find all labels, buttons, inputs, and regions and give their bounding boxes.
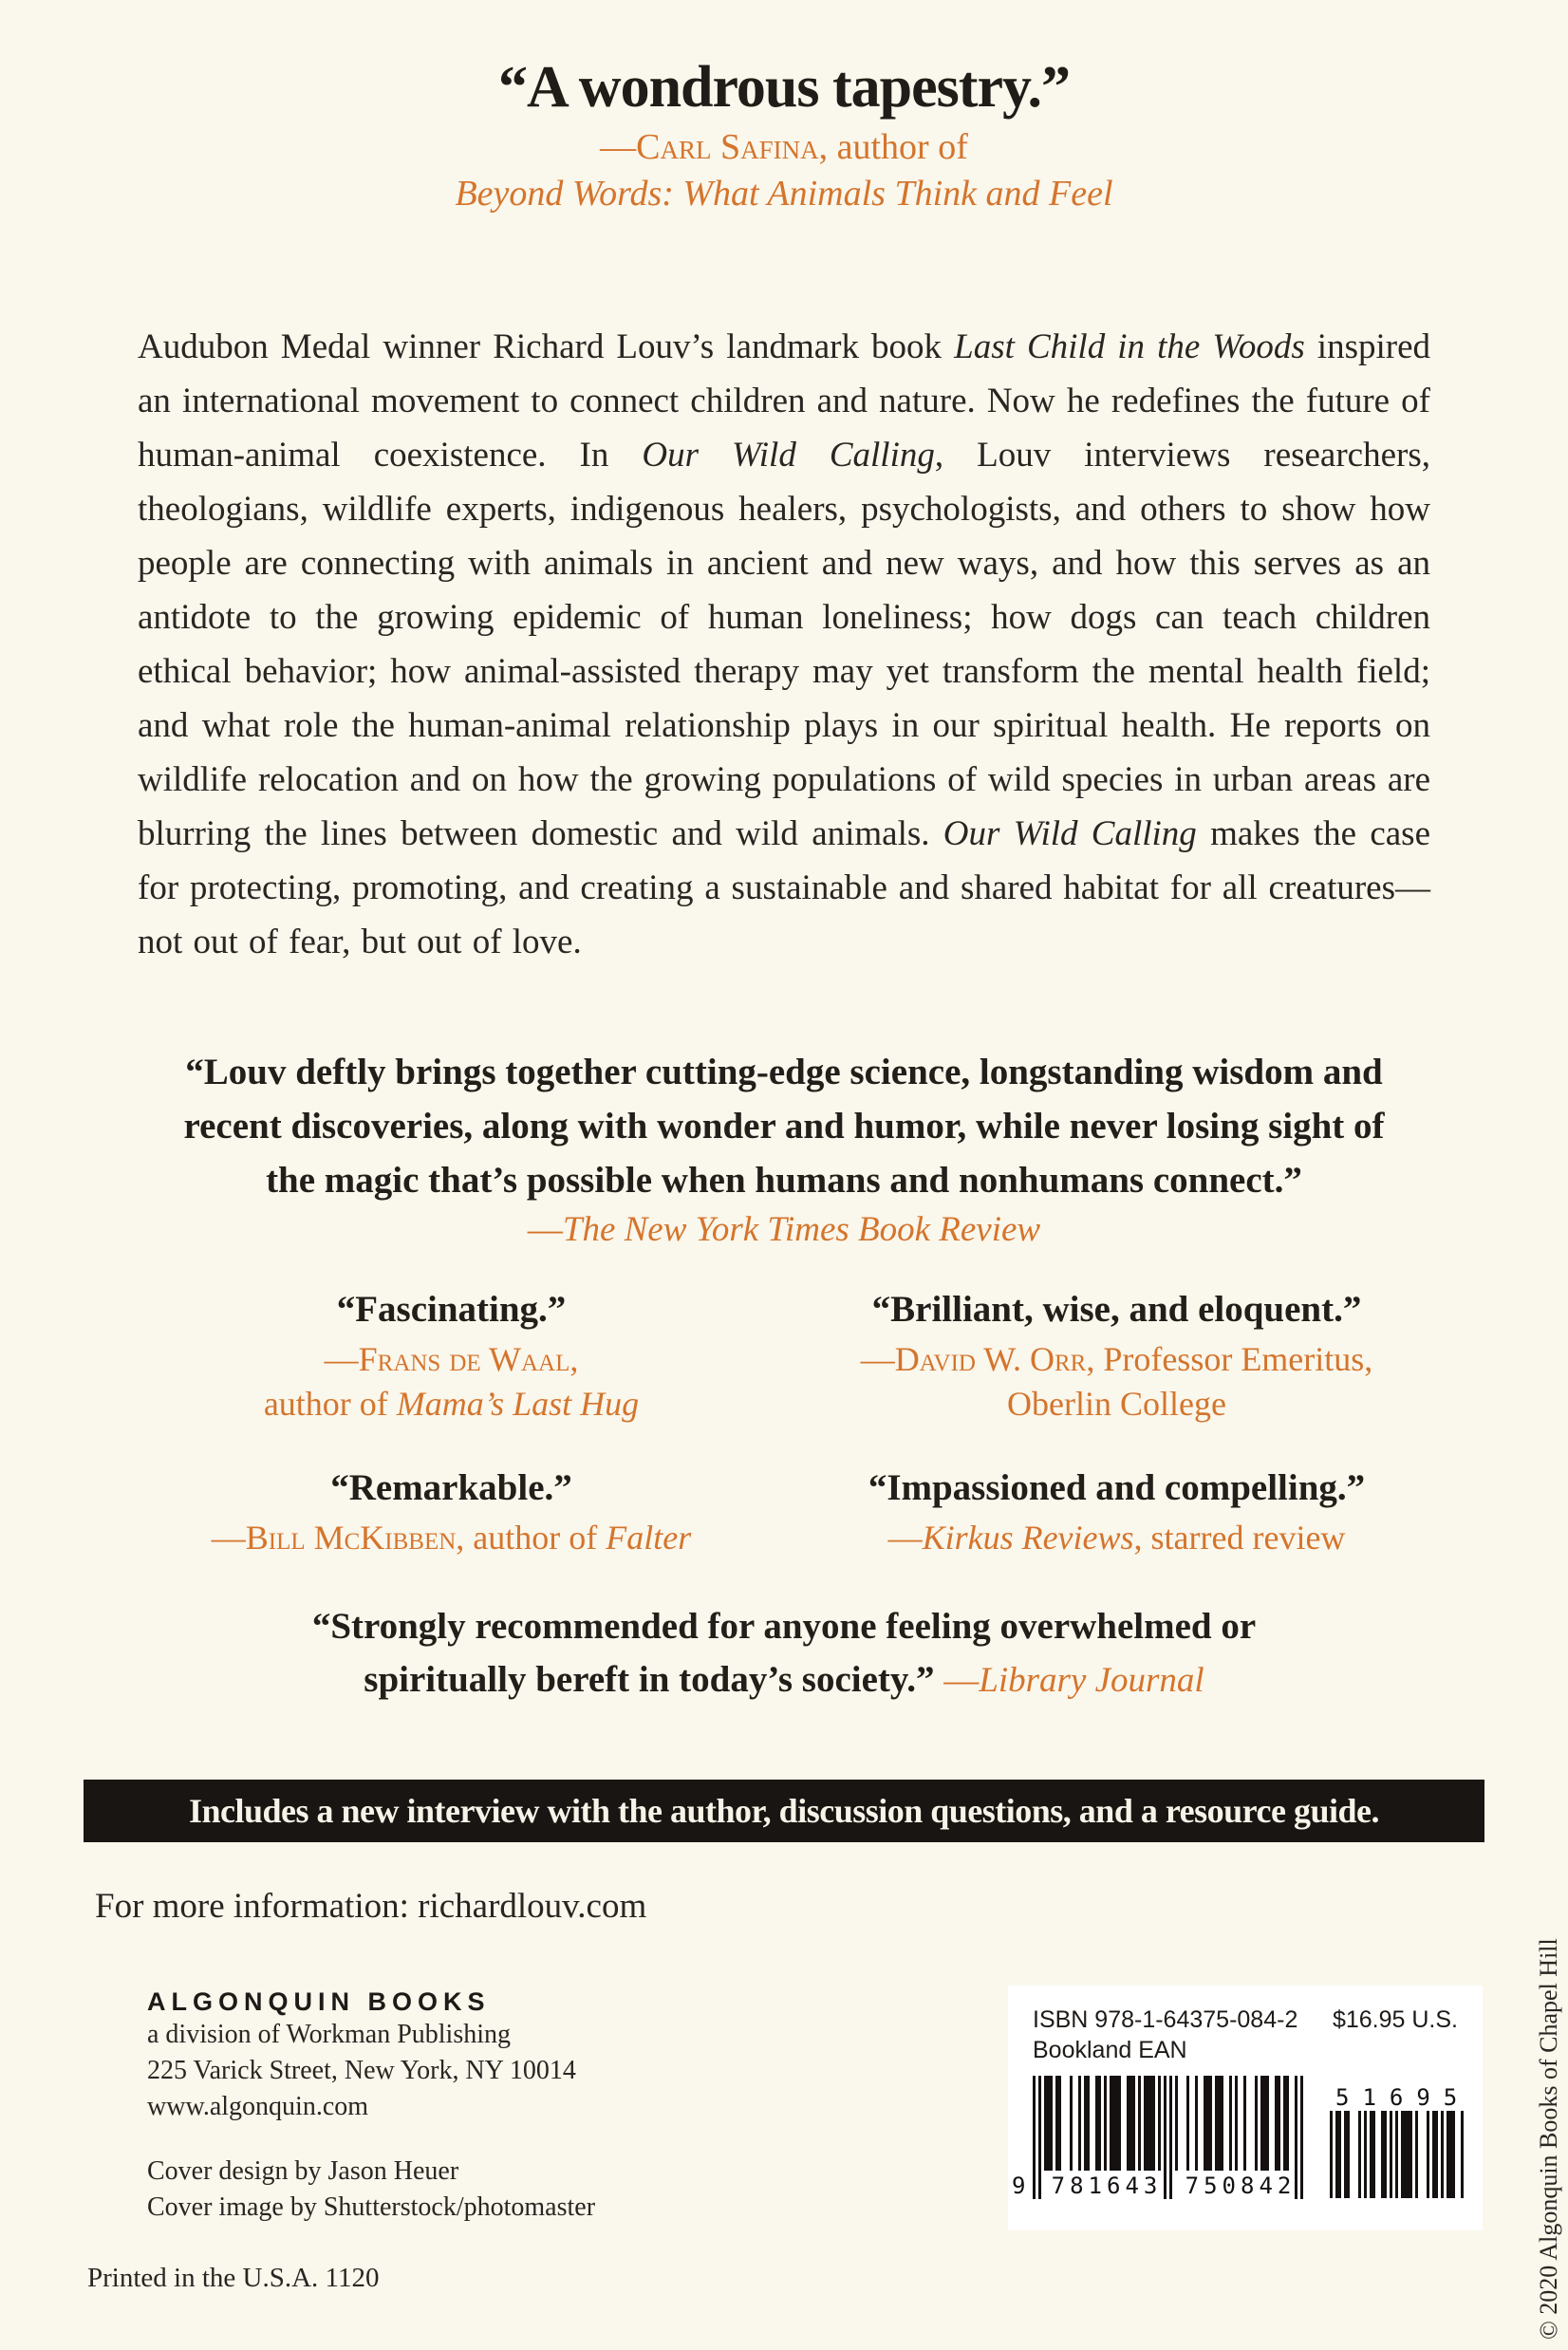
- barcode-digits-right: 750842: [1185, 2173, 1297, 2199]
- cover-design-credit: Cover design by Jason Heuer: [147, 2155, 459, 2186]
- review-quote: “Brilliant, wise, and eloquent.”: [871, 1288, 1362, 1330]
- reviewer-name-david-w-orr: David W. Orr: [894, 1339, 1087, 1378]
- publisher-website: www.algonquin.com: [147, 2091, 369, 2121]
- description-text: , Louv interviews researchers, theologians, wildlife experts, indigenous healers, psychologists, and others to show how people are connecting with animals in ancient and new ways, and how this serves as an antidote to the growing epidemic of human loneliness; how dogs can teach children ethical behavior; how animal-assisted therapy may yet transform the mental health field; and what role the human-animal relationship plays in our spiritual health. He reports on wildlife relocation and on how the growing populations of wild species in urban areas are blurring the lines between domestic and wild animals.: [138, 435, 1430, 853]
- attribution-dash: —: [887, 1518, 923, 1557]
- description-text: inspired an international movement to connect children and nature. Now he redefines the future of human-animal coexistence. In: [138, 326, 1430, 475]
- barcode-area: [1012, 2076, 1471, 2203]
- barcode-digit-prefix: 9: [1012, 2173, 1026, 2199]
- attribution-text: ,: [569, 1339, 579, 1378]
- review-attribution: [803, 1516, 1430, 1560]
- attribution-dash: —: [943, 1660, 980, 1700]
- headline-attribution: [138, 124, 1430, 171]
- attribution-dash: —: [860, 1339, 895, 1378]
- includes-banner: Includes a new interview with the author, discussion questions, and a resource guide.: [84, 1780, 1484, 1842]
- description-text: makes the case for protecting, promoting, and creating a sustainable and shared habitat for all creatures—not out of fear, but out of love.: [138, 813, 1430, 961]
- review-quote: “Strongly recommended for anyone feeling overwhelmed or spiritually bereft in today’s society.”: [311, 1605, 1257, 1700]
- attribution-dash: —: [324, 1339, 359, 1378]
- review-fascinating: [138, 1286, 765, 1427]
- author-name-carl-safina: Carl Safina: [636, 127, 819, 168]
- review-source-italic: Kirkus Reviews: [922, 1518, 1134, 1557]
- cover-image-credit: Cover image by Shutterstock/photomaster: [147, 2191, 596, 2222]
- barcode-box: [1008, 1986, 1483, 2230]
- attribution-dash: —: [527, 1209, 563, 1249]
- bookland-ean-label: Bookland EAN: [1033, 2037, 1187, 2063]
- review-attribution: [803, 1337, 1430, 1427]
- spine-edge-copyright: © 2020 Algonquin Books of Chapel Hill: [1535, 1938, 1562, 2340]
- price-text: $16.95 U.S.: [1332, 2006, 1458, 2033]
- attribution-text: , author of: [456, 1518, 607, 1557]
- publisher-logo: ALGONQUIN BOOKS: [147, 1986, 491, 2016]
- supplement-bars: [1330, 2111, 1464, 2198]
- review-attribution: [138, 1516, 765, 1560]
- publisher-address: 225 Varick Street, New York, NY 10014: [147, 2055, 576, 2085]
- book-title-italic: Our Wild Calling: [642, 435, 935, 475]
- attribution-text: author of: [263, 1384, 397, 1423]
- nyt-review-quote: “Louv deftly brings together cutting-edge science, longstanding wisdom and recent discoveries, along with wonder and humor, while never losing sight of the magic that’s possible when humans and nonhumans connect.”: [183, 1051, 1385, 1201]
- attribution-dash: —: [600, 127, 637, 168]
- attribution-text: , starred review: [1133, 1518, 1346, 1557]
- description-text: Audubon Medal winner Richard Louv’s landmark book: [138, 326, 955, 366]
- reviewer-name-bill-mckibben: Bill McKibben: [245, 1518, 457, 1557]
- review-attribution: [138, 1337, 765, 1427]
- review-remarkable: [138, 1464, 765, 1560]
- supplement-barcode: [1330, 2084, 1471, 2203]
- book-title-italic: Our Wild Calling: [943, 813, 1197, 853]
- book-description: [138, 320, 1430, 969]
- review-brilliant: [803, 1286, 1430, 1427]
- attribution-dash: —: [211, 1518, 246, 1557]
- work-title-italic: Falter: [606, 1518, 692, 1557]
- book-title-italic: Last Child in the Woods: [954, 326, 1305, 366]
- review-attribution: [943, 1661, 1204, 1700]
- headline-work-title: Beyond Words: What Animals Think and Feel: [455, 174, 1113, 214]
- work-title-italic: Mama’s Last Hug: [396, 1384, 640, 1423]
- nyt-source: The New York Times Book Review: [562, 1209, 1041, 1249]
- headline-quote: “A wondrous tapestry.”: [497, 55, 1071, 120]
- reviewer-name-frans-de-waal: Frans de Waal: [358, 1339, 570, 1378]
- attribution-text: , Professor Emeritus,: [1086, 1339, 1373, 1378]
- barcode-digits-left: 781643: [1051, 2173, 1163, 2199]
- nyt-review-attribution: [138, 1209, 1430, 1250]
- isbn-text: ISBN 978-1-64375-084-2: [1033, 2006, 1298, 2033]
- review-impassioned: [803, 1464, 1430, 1560]
- ean13-barcode: [1012, 2076, 1303, 2203]
- review-quote: “Fascinating.”: [336, 1288, 567, 1330]
- review-library-journal: [281, 1600, 1287, 1707]
- publisher-division: a division of Workman Publishing: [147, 2019, 512, 2049]
- review-quote: “Remarkable.”: [330, 1466, 572, 1508]
- reviews-grid: [138, 1286, 1430, 1560]
- more-info-line: For more information: richardlouv.com: [95, 1886, 647, 1926]
- supplement-digits: 51695: [1335, 2084, 1471, 2111]
- review-source-italic: Library Journal: [979, 1660, 1204, 1700]
- printed-line: Printed in the U.S.A. 1120: [87, 2263, 380, 2293]
- attribution-text: Oberlin College: [1007, 1384, 1226, 1423]
- review-quote: “Impassioned and compelling.”: [868, 1466, 1366, 1508]
- headline-quote-block: [138, 55, 1430, 217]
- attribution-role: , author of: [818, 127, 968, 168]
